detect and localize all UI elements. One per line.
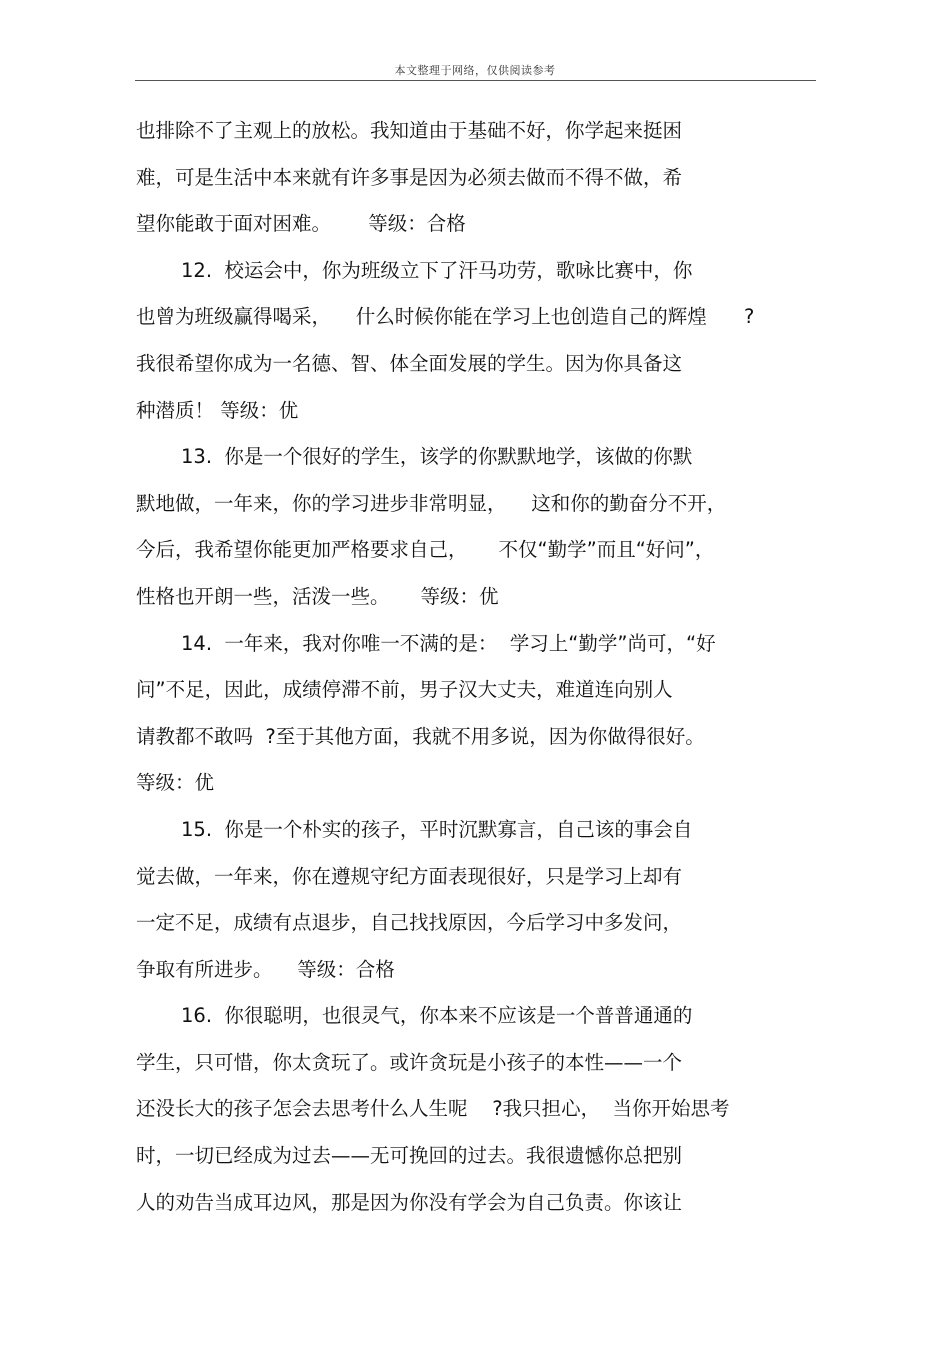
text-line: 性格也开朗一些，活泼一些。 等级：优 — [136, 584, 499, 608]
text-line: 12. 校运会中，你为班级立下了汗马功劳，歌咏比赛中，你 — [181, 258, 693, 282]
text-line: 人的劝告当成耳边风，那是因为你没有学会为自己负责。你该让 — [136, 1190, 683, 1214]
text-line: 默地做，一年来，你的学习进步非常明显， 这和你的勤奋分不开， — [136, 491, 727, 515]
text-line: 望你能敢于面对困难。 等级：合格 — [136, 212, 466, 236]
text-line: 争取有所进步。 等级：合格 — [136, 957, 395, 981]
text-line: 15. 你是一个朴实的孩子，平时沉默寡言，自己该的事会自 — [181, 817, 693, 841]
text-line: 也曾为班级赢得喝采， 什么时候你能在学习上也创造自己的辉煌 ? — [136, 305, 755, 329]
text-line: 难，可是生活中本来就有许多事是因为必须去做而不得不做，希 — [136, 165, 683, 189]
text-line: 请教都不敢吗 ?至于其他方面，我就不用多说，因为你做得很好。 — [136, 724, 705, 748]
page-header: 本文整理于网络，仅供阅读参考 — [394, 64, 556, 77]
text-line: 我很希望你成为一名德、智、体全面发展的学生。因为你具备这 — [136, 351, 683, 375]
text-line: 14. 一年来，我对你唯一不满的是： 学习上“勤学”尚可，“好 — [181, 631, 716, 655]
text-line: 还没长大的孩子怎会去思考什么人生呢 ?我只担心， 当你开始思考 — [136, 1097, 730, 1121]
text-line: 学生，只可惜，你太贪玩了。或许贪玩是小孩子的本性——一个 — [136, 1050, 683, 1074]
text-line: 16. 你很聪明，也很灵气，你本来不应该是一个普普通通的 — [181, 1004, 693, 1028]
document-body — [136, 108, 826, 1226]
header-divider — [135, 80, 816, 81]
text-line: 问”不足，因此，成绩停滞不前，男子汉大丈夫，难道连向别人 — [136, 678, 673, 702]
text-line: 13. 你是一个很好的学生，该学的你默默地学，该做的你默 — [181, 445, 693, 469]
text-line: 一定不足，成绩有点退步，自己找找原因，今后学习中多发问， — [136, 911, 683, 935]
text-line: 也排除不了主观上的放松。我知道由于基础不好，你学起来挺困 — [136, 119, 683, 142]
text-line: 今后，我希望你能更加严格要求自己， 不仅“勤学”而且“好问”， — [136, 538, 715, 562]
text-line: 时，一切已经成为过去——无可挽回的过去。我很遗憾你总把别 — [136, 1144, 683, 1168]
text-line: 等级：优 — [136, 771, 215, 795]
text-line: 种潜质！ 等级：优 — [136, 398, 299, 422]
text-line: 觉去做，一年来，你在遵规守纪方面表现很好，只是学习上却有 — [136, 864, 683, 888]
